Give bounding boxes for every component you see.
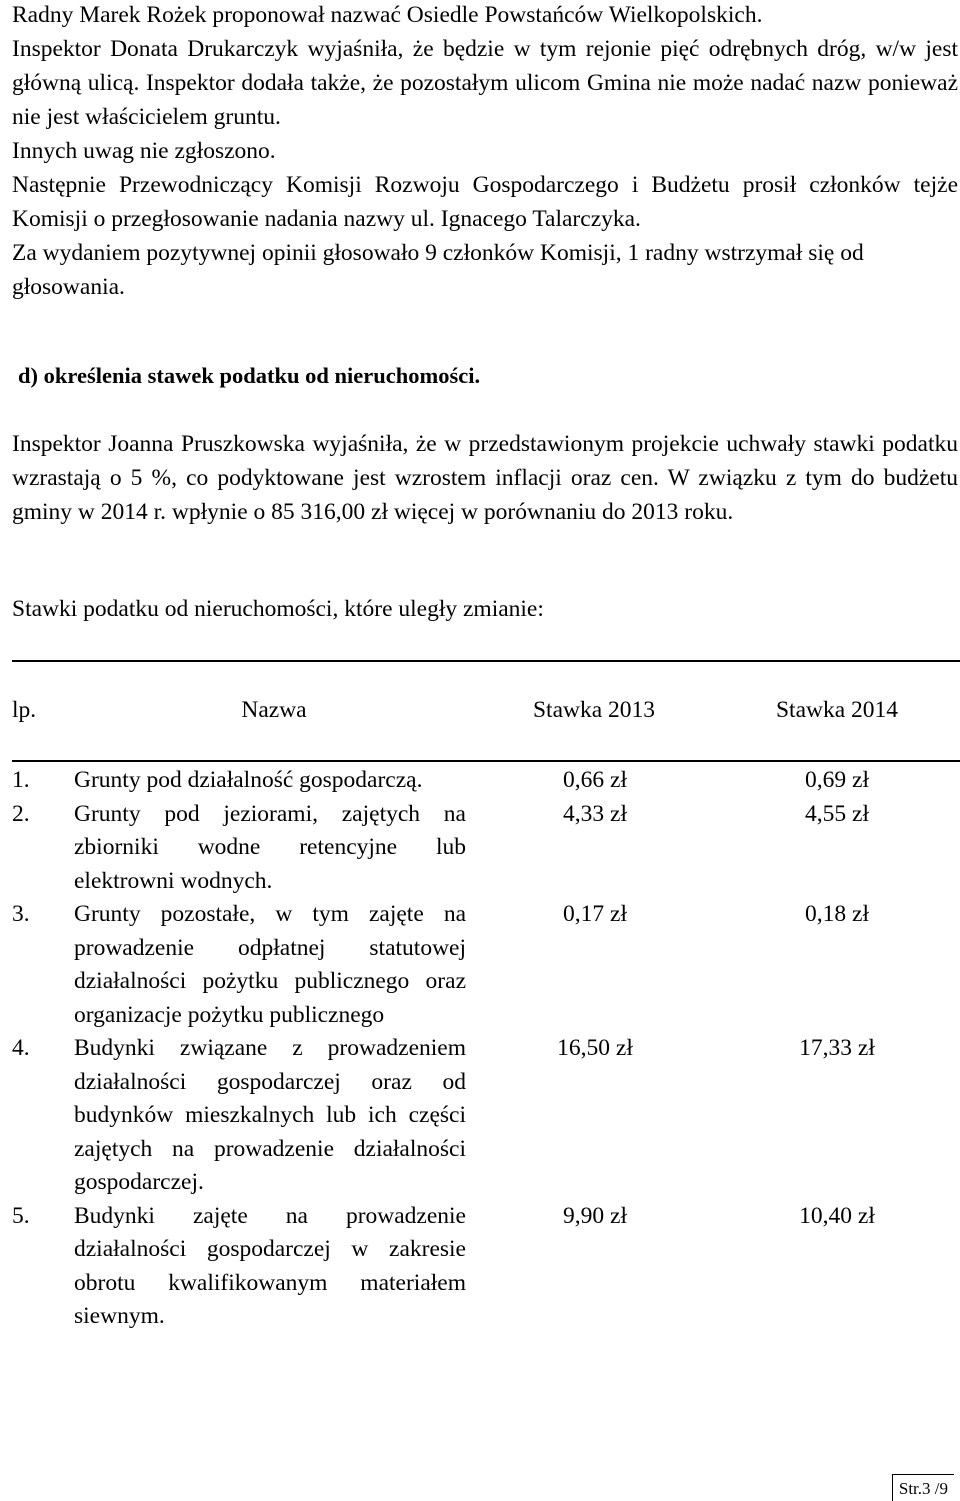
cell-lp: 2. (12, 800, 30, 827)
explanation-section (12, 427, 958, 529)
cell-rate-2013: 0,17 zł (563, 901, 627, 927)
cell-name: Grunty pozostałe, w tym zajęte na prowadzenie odpłatnej statutowej działalności pożytku publicznego oraz organizacje pożytku publicznego (74, 901, 466, 1028)
cell-rate-2014: 0,69 zł (805, 767, 869, 793)
cell-name: Grunty pod działalność gospodarczą. (74, 767, 423, 793)
cell-rate-2014: 17,33 zł (799, 1035, 875, 1061)
table-intro-section (12, 592, 958, 626)
cell-rate-2014: 10,40 zł (799, 1202, 875, 1229)
cell-name: Budynki związane z prowadzeniem działalności gospodarczej oraz od budynków mieszkalnych lub ich części zajętych na prowadzenie działalności gospodarczej. (74, 1035, 466, 1195)
table-row (12, 1200, 960, 1334)
cell-rate-2013: 16,50 zł (557, 1035, 633, 1061)
header-name: Nazwa (241, 697, 307, 724)
cell-rate-2013: 4,33 zł (563, 800, 627, 827)
intro-section (12, 0, 958, 304)
table-row (12, 798, 960, 899)
paragraph-vote-result: Za wydaniem pozytywnej opinii głosowało 9 członków Komisji, 1 radny wstrzymał się od głosowania. (12, 240, 864, 300)
paragraph-pruszkowska: Inspektor Joanna Pruszkowska wyjaśniła, że w przedstawionym projekcie uchwały stawki podatku wzrastają o 5 %, co podyktowane jest wzrostem inflacji oraz cen. W związku z tym do budżetu gminy w 2014 r. wpłynie o 85 316,00 zł więcej w porównaniu do 2013 roku. (12, 431, 958, 525)
cell-lp: 1. (12, 767, 30, 793)
header-rate-2014: Stawka 2014 (775, 697, 899, 724)
cell-name: Budynki zajęte na prowadzenie działalności gospodarczej w zakresie obrotu kwalifikowanym materiałem siewnym. (74, 1202, 466, 1329)
cell-rate-2014: 4,55 zł (805, 800, 869, 827)
page-number: Str.3 /9 (892, 1474, 954, 1501)
table-row (12, 898, 960, 1032)
paragraph-rozek: Radny Marek Rożek proponował nazwać Osiedle Powstańców Wielkopolskich. (12, 2, 763, 28)
cell-lp: 5. (12, 1202, 30, 1229)
table-row (12, 764, 960, 798)
paragraph-drukarczyk: Inspektor Donata Drukarczyk wyjaśniła, że będzie w tym rejonie pięć odrębnych dróg, w/w jest główną ulicą. Inspektor dodała także, że pozostałym ulicom Gmina nie może nadać nazw ponieważ nie jest właścicielem gruntu. (12, 36, 958, 130)
tax-rates-table (12, 660, 960, 1334)
paragraph-no-remarks: Innych uwag nie zgłoszono. (12, 138, 276, 164)
section-heading: d) określenia stawek podatku od nieruchomości. (18, 363, 481, 388)
table-header-row (12, 662, 960, 762)
cell-name: Grunty pod jeziorami, zajętych na zbiorniki wodne retencyjne lub elektrowni wodnych. (74, 800, 466, 894)
table-row (12, 1032, 960, 1200)
cell-lp: 4. (12, 1035, 30, 1061)
cell-rate-2013: 9,90 zł (563, 1202, 627, 1229)
table-intro: Stawki podatku od nieruchomości, które uległy zmianie: (12, 596, 544, 622)
paragraph-chairman-vote: Następnie Przewodniczący Komisji Rozwoju Gospodarczego i Budżetu prosił członków tejże Komisji o przegłosowanie nadania nazwy ul. Ignacego Talarczyka. (12, 172, 958, 232)
header-rate-2013: Stawka 2013 (532, 697, 656, 724)
cell-lp: 3. (12, 901, 30, 927)
cell-rate-2013: 0,66 zł (563, 767, 627, 793)
header-lp: lp. (12, 697, 37, 724)
cell-rate-2014: 0,18 zł (805, 901, 869, 927)
